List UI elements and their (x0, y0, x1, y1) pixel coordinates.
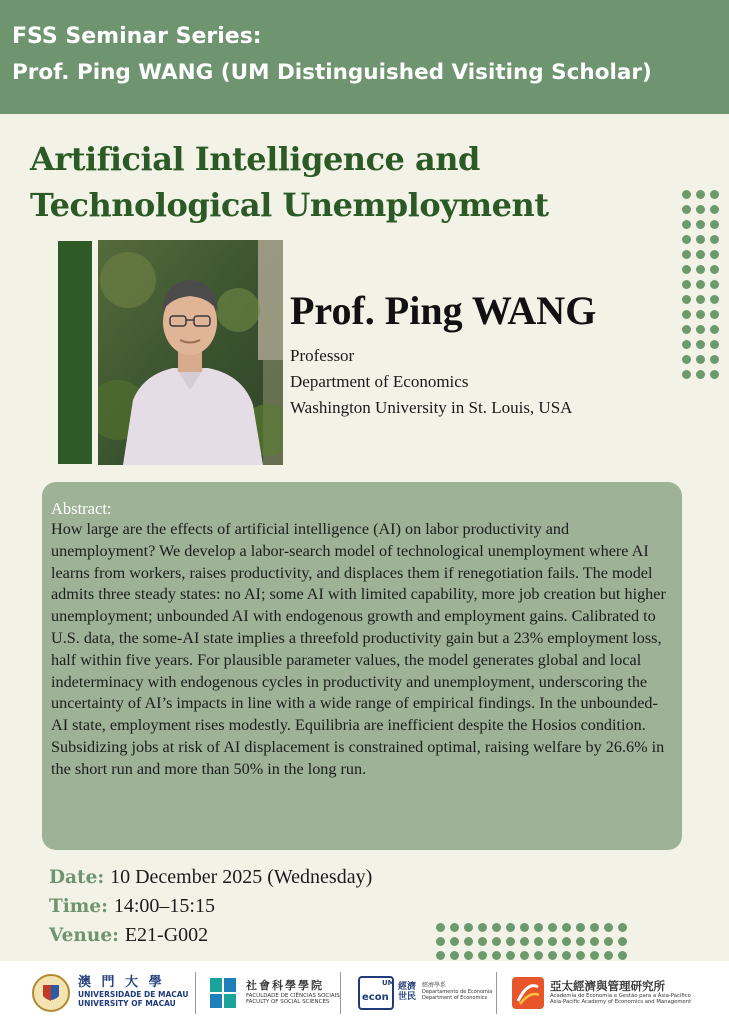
decorative-dot (478, 923, 487, 932)
decorative-dot (696, 325, 705, 334)
decorative-dot (696, 370, 705, 379)
decorative-dot (604, 937, 613, 946)
decorative-dot (506, 937, 515, 946)
decorative-dot (492, 937, 501, 946)
apaem-english-name: Asia-Pacific Academy of Economics and Management (550, 999, 692, 1006)
speaker-position: Professor (290, 346, 355, 365)
econ-english-name: Department of Economics (422, 994, 488, 1001)
logo-divider (340, 972, 341, 1014)
venue-row (49, 924, 208, 947)
header-banner (0, 0, 729, 114)
seminar-title: Artificial Intelligence and Technological Unemployment (30, 140, 549, 224)
econ-um-text: UM (382, 978, 395, 987)
logo-divider (195, 972, 196, 1014)
decorative-dots-right (682, 190, 719, 379)
decorative-dot (710, 190, 719, 199)
logo-strip (0, 961, 729, 1024)
decorative-dot (696, 310, 705, 319)
decorative-dot (576, 951, 585, 960)
decorative-dot (710, 235, 719, 244)
decorative-dot (682, 190, 691, 199)
decorative-dot (534, 923, 543, 932)
decorative-dot (682, 355, 691, 364)
decorative-dot (710, 355, 719, 364)
decorative-dot (710, 250, 719, 259)
apaem-logo (512, 961, 691, 1024)
decorative-dot (534, 951, 543, 960)
speaker-department: Department of Economics (290, 372, 469, 391)
decorative-dot (696, 250, 705, 259)
date-row (49, 866, 372, 889)
econ-emblem (358, 976, 394, 1010)
decorative-dot (710, 220, 719, 229)
decorative-dot (492, 951, 501, 960)
decorative-dot (562, 923, 571, 932)
decorative-dot (682, 280, 691, 289)
decorative-dot (548, 923, 557, 932)
decorative-dot (696, 265, 705, 274)
decorative-dot (618, 937, 627, 946)
decorative-dot (436, 923, 445, 932)
speaker-name: Prof. Ping WANG (290, 288, 597, 333)
time-row (49, 895, 215, 918)
decorative-dot (710, 265, 719, 274)
decorative-dot (696, 340, 705, 349)
decorative-dot (696, 235, 705, 244)
decorative-dot (696, 295, 705, 304)
decorative-dot (710, 205, 719, 214)
econ-chinese-mark: 經濟 世民 (398, 981, 417, 1002)
decorative-dot (506, 951, 515, 960)
decorative-dot (478, 951, 487, 960)
decorative-dot (696, 280, 705, 289)
decorative-dot (604, 923, 613, 932)
decorative-dot (682, 340, 691, 349)
speaker-details (290, 343, 572, 421)
time-label: Time: (49, 896, 108, 917)
decorative-dot (492, 923, 501, 932)
time-value: 14:00–15:15 (113, 895, 215, 917)
decorative-dot (436, 937, 445, 946)
decorative-dot (520, 951, 529, 960)
apaem-emblem-icon (512, 977, 544, 1009)
decorative-dot (682, 235, 691, 244)
decorative-dots-bottom (436, 923, 627, 960)
decorative-dot (478, 937, 487, 946)
decorative-dot (682, 295, 691, 304)
decorative-dot (464, 923, 473, 932)
decorative-dot (710, 325, 719, 334)
decorative-dot (682, 205, 691, 214)
decorative-dot (682, 250, 691, 259)
decorative-dot (682, 265, 691, 274)
decorative-dot (696, 355, 705, 364)
abstract-label: Abstract: (51, 499, 112, 518)
decorative-dot (450, 951, 459, 960)
decorative-dot (562, 951, 571, 960)
econ-chinese-name: 經濟學系 (422, 982, 447, 990)
abstract-text: How large are the effects of artificial intelligence (AI) on labor productivity and unemployment? We develop a labor-search model of technological unemployment where AI learns from workers, raises productivity, and displaces them if renegotiation fails. The model admits three steady states: no AI; some AI with limited capability, more job creation but higher unemployment; unbounded AI with endogenous growth and employment gains. Calibrated to U.S. data, the some-AI state implies a threefold productivity gain but a 23% employment loss, half within five years. For plausible parameter values, the model generates global and local indeterminacy with endogenous cycles in productivity and unemployment, underscoring the uncertainty of AI’s impacts in line with a wide range of empirical findings. In the unbounded-AI state, employment rises modestly. Equilibria are inefficient despite the Hosios condition. Subsidizing jobs at risk of AI displacement is constrained optimal, raising welfare by 26.6% in the short run and more than 50% in the long run. (51, 520, 666, 778)
decorative-dot (464, 951, 473, 960)
decorative-dot (604, 951, 613, 960)
apaem-chinese-name: 亞太經濟與管理研究所 (550, 978, 665, 993)
decorative-dot (520, 937, 529, 946)
fss-portuguese-name: FACULDADE DE CIÊNCIAS SOCIAIS (246, 992, 340, 999)
decorative-dot (548, 951, 557, 960)
university-of-macau-logo (32, 961, 188, 1024)
decorative-dot (576, 937, 585, 946)
decorative-dot (590, 951, 599, 960)
decorative-dot (506, 923, 515, 932)
decorative-dot (710, 310, 719, 319)
decorative-dot (436, 951, 445, 960)
decorative-dot (450, 937, 459, 946)
speaker-institution: Washington University in St. Louis, USA (290, 398, 573, 417)
um-chinese-name: 澳 門 大 學 (78, 975, 165, 991)
date-value: 10 December 2025 (Wednesday) (110, 866, 373, 888)
decorative-dot (590, 923, 599, 932)
decorative-dot (534, 937, 543, 946)
decorative-dot (576, 923, 585, 932)
decorative-dot (548, 937, 557, 946)
fss-english-name: FACULTY OF SOCIAL SCIENCES (246, 998, 330, 1005)
abstract-box (42, 482, 682, 850)
decorative-dot (682, 370, 691, 379)
logo-divider (496, 972, 497, 1014)
fss-emblem-icon (208, 976, 238, 1010)
decorative-dot (682, 325, 691, 334)
decorative-dot (562, 937, 571, 946)
econ-department-logo (358, 961, 492, 1024)
um-english-name: UNIVERSITY OF MACAU (78, 998, 176, 1008)
econ-portuguese-name: Departamento de Economia (422, 989, 493, 996)
um-portuguese-name: UNIVERSIDADE DE MACAU (78, 990, 189, 1000)
um-crest-icon (32, 974, 70, 1012)
decorative-dot (464, 937, 473, 946)
decorative-dot (618, 923, 627, 932)
speaker-photo (98, 240, 283, 465)
venue-value: E21-G002 (124, 924, 209, 946)
speaker-photo-illustration (98, 240, 283, 465)
decorative-dot (618, 951, 627, 960)
series-subtitle: Prof. Ping WANG (UM Distinguished Visiting Scholar) (12, 60, 652, 85)
econ-emblem-text: econ (362, 991, 389, 1003)
accent-bar (58, 241, 92, 464)
apaem-portuguese-name: Academia de Economia e Gestão para a Ásia-Pacífico (550, 993, 691, 1000)
decorative-dot (590, 937, 599, 946)
decorative-dot (696, 205, 705, 214)
decorative-dot (710, 280, 719, 289)
fss-chinese-name: 社會科學學院 (246, 978, 324, 992)
decorative-dot (682, 310, 691, 319)
decorative-dot (450, 923, 459, 932)
decorative-dot (710, 370, 719, 379)
decorative-dot (520, 923, 529, 932)
decorative-dot (696, 190, 705, 199)
decorative-dot (710, 340, 719, 349)
series-title: FSS Seminar Series: (12, 24, 262, 49)
decorative-dot (696, 220, 705, 229)
decorative-dot (710, 295, 719, 304)
fss-logo (208, 961, 340, 1024)
date-label: Date: (49, 867, 105, 888)
decorative-dot (682, 220, 691, 229)
venue-label: Venue: (49, 925, 119, 946)
